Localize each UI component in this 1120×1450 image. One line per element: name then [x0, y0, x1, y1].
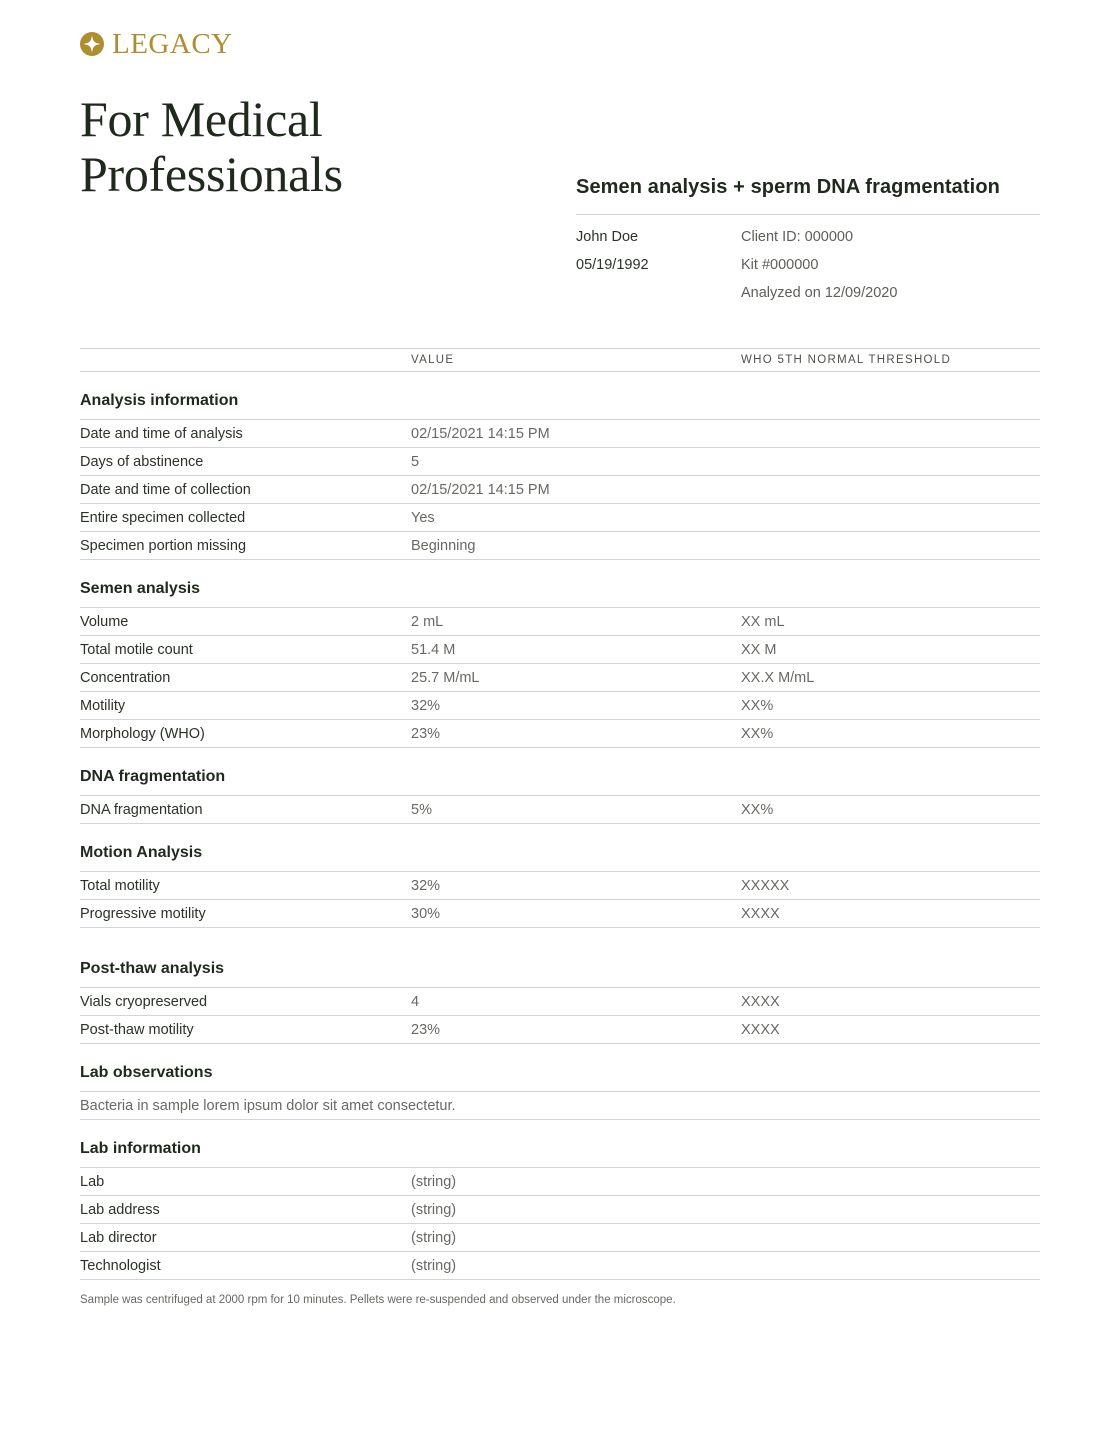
- row-value: 25.7 M/mL: [411, 669, 480, 686]
- row-value: 5%: [411, 801, 432, 818]
- header-threshold: WHO 5TH NORMAL THRESHOLD: [741, 354, 952, 366]
- row-label: Entire specimen collected: [80, 509, 246, 526]
- row-threshold: XXXX: [741, 993, 780, 1010]
- report-meta: [741, 226, 897, 310]
- row-label: Total motility: [80, 877, 160, 894]
- section-title-analysis-information: Analysis information: [80, 372, 1040, 420]
- table-row: [80, 1168, 1040, 1196]
- row-value: 5: [411, 453, 420, 470]
- row-threshold: XXXX: [741, 1021, 780, 1038]
- table-row: [80, 532, 1040, 560]
- table-row: [80, 608, 1040, 636]
- patient-name: John Doe: [576, 229, 639, 245]
- row-label: Morphology (WHO): [80, 725, 205, 742]
- page-title: [80, 92, 343, 202]
- patient-info: [576, 226, 649, 282]
- row-value: 23%: [411, 1021, 441, 1038]
- row-label: Concentration: [80, 669, 171, 686]
- kit-number: Kit #000000: [741, 257, 819, 273]
- section-title-post-thaw-analysis: Post-thaw analysis: [80, 928, 1040, 988]
- row-threshold: XX%: [741, 725, 774, 742]
- header-value: VALUE: [411, 354, 455, 366]
- row-label: Lab: [80, 1173, 105, 1190]
- row-label: Lab address: [80, 1201, 160, 1218]
- client-id: Client ID: 000000: [741, 229, 854, 245]
- row-value: Yes: [411, 509, 435, 526]
- row-value: Beginning: [411, 537, 476, 554]
- table-row: [80, 1016, 1040, 1044]
- table-row: [80, 796, 1040, 824]
- row-threshold: XX%: [741, 697, 774, 714]
- row-label: Days of abstinence: [80, 453, 204, 470]
- row-label: Date and time of analysis: [80, 425, 243, 442]
- row-threshold: XXXXX: [741, 877, 790, 894]
- table-row: [80, 692, 1040, 720]
- report-title: Semen analysis + sperm DNA fragmentation: [576, 176, 1000, 198]
- table-row: [80, 988, 1040, 1016]
- row-value: 51.4 M: [411, 641, 456, 658]
- table-row: [80, 504, 1040, 532]
- row-value: 32%: [411, 697, 441, 714]
- row-label: Progressive motility: [80, 905, 206, 922]
- row-value: 4: [411, 993, 420, 1010]
- lab-observation-text: Bacteria in sample lorem ipsum dolor sit amet consectetur.: [80, 1092, 1040, 1120]
- row-threshold: XX mL: [741, 613, 785, 630]
- row-value: (string): [411, 1229, 457, 1246]
- table-row: [80, 1224, 1040, 1252]
- table-row: [80, 1252, 1040, 1280]
- row-value: 2 mL: [411, 613, 444, 630]
- table-row: [80, 872, 1040, 900]
- row-label: Motility: [80, 697, 126, 714]
- row-threshold: XXXX: [741, 905, 780, 922]
- table-row: [80, 448, 1040, 476]
- row-label: Lab director: [80, 1229, 157, 1246]
- analyzed-date: Analyzed on 12/09/2020: [741, 285, 898, 301]
- row-value: 32%: [411, 877, 441, 894]
- section-title-lab-information: Lab information: [80, 1120, 1040, 1168]
- section-title-semen-analysis: Semen analysis: [80, 560, 1040, 608]
- row-value: 02/15/2021 14:15 PM: [411, 481, 550, 498]
- table-header: [80, 348, 1040, 372]
- table-row: [80, 720, 1040, 748]
- section-title-motion-analysis: Motion Analysis: [80, 824, 1040, 872]
- table-row: [80, 664, 1040, 692]
- page-title-line-1: For Medical: [80, 91, 323, 147]
- table-row: [80, 900, 1040, 928]
- report-divider: [576, 214, 1040, 215]
- brand-logo: [80, 30, 233, 58]
- footnote: Sample was centrifuged at 2000 rpm for 10 minutes. Pellets were re-suspended and observed under the microscope.: [80, 1294, 676, 1306]
- row-threshold: XX.X M/mL: [741, 669, 815, 686]
- table-row: [80, 636, 1040, 664]
- results-table: [80, 348, 1040, 1280]
- table-row: [80, 476, 1040, 504]
- row-label: Post-thaw motility: [80, 1021, 194, 1038]
- patient-dob: 05/19/1992: [576, 257, 649, 273]
- page-title-line-2: Professionals: [80, 146, 343, 202]
- compass-star-icon: [80, 32, 104, 56]
- row-label: Volume: [80, 613, 129, 630]
- section-title-dna-fragmentation: DNA fragmentation: [80, 748, 1040, 796]
- row-label: Vials cryopreserved: [80, 993, 208, 1010]
- row-label: Date and time of collection: [80, 481, 251, 498]
- row-value: (string): [411, 1173, 457, 1190]
- row-threshold: XX M: [741, 641, 777, 658]
- section-title-lab-observations: Lab observations: [80, 1044, 1040, 1092]
- table-row: [80, 1196, 1040, 1224]
- row-value: 30%: [411, 905, 441, 922]
- row-value: (string): [411, 1201, 457, 1218]
- row-value: 23%: [411, 725, 441, 742]
- row-label: Specimen portion missing: [80, 537, 247, 554]
- brand-name: LEGACY: [112, 28, 233, 60]
- table-row: [80, 420, 1040, 448]
- row-threshold: XX%: [741, 801, 774, 818]
- row-label: DNA fragmentation: [80, 801, 203, 818]
- row-label: Technologist: [80, 1257, 161, 1274]
- row-label: Total motile count: [80, 641, 193, 658]
- row-value: (string): [411, 1257, 457, 1274]
- row-value: 02/15/2021 14:15 PM: [411, 425, 550, 442]
